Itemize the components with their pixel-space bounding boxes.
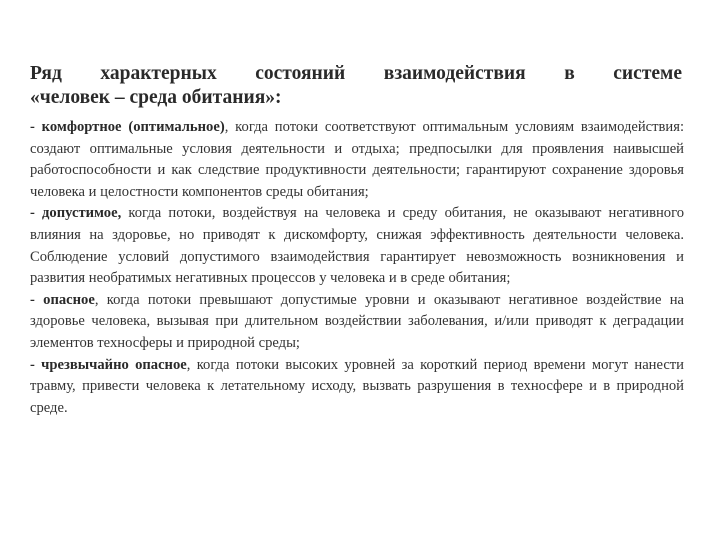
slide-title	[30, 62, 682, 110]
term-dangerous: - опасное	[30, 291, 95, 308]
paragraph-acceptable	[30, 203, 684, 289]
title-line-2: «человек – среда обитания»:	[30, 87, 282, 108]
term-extremely-dangerous: - чрезвычайно опасное	[30, 356, 187, 373]
text-extremely-dangerous: , когда потоки высоких уровней за короткий период времени могут нанести травму, привести человека к летательному исходу, вызвать разрушения в техносфере и в природной среде.	[30, 356, 684, 416]
text-dangerous: , когда потоки превышают допустимые уровни и оказывают негативное воздействие на здоровье человека, вызывая при длительном воздействии заболевания, и/или приводят к деградации элементов техносферы и природной среды;	[30, 291, 685, 351]
term-acceptable: - допустимое,	[30, 205, 122, 222]
text-acceptable: когда потоки, воздействуя на человека и среду обитания, не оказывают негативного влияния на здоровье, но приводят к дискомфорту, снижая эффективность деятельности человека. Соблюдение условий допустимого взаимодействия гарантирует невозможность возникновения и развития необратимых негативных процессов у человека и в среде обитания;	[30, 205, 684, 287]
paragraph-extremely-dangerous	[30, 355, 684, 420]
paragraph-dangerous	[30, 290, 684, 355]
slide-body	[30, 117, 684, 419]
text-comfortable: , когда потоки соответствуют оптимальным условиям взаимодействия: создают оптимальные условия деятельности и отдыха; предпосылки для проявления наивысшей работоспособности и как следствие продуктивности деятельности; гарантируют сохранение здоровья человека и целостности компонентов среды обитания;	[30, 119, 684, 200]
term-comfortable: - комфортное (оптимальное)	[30, 119, 225, 135]
paragraph-comfortable	[30, 117, 684, 203]
title-line-1: Ряд характерных состояний взаимодействия в системе	[30, 63, 682, 84]
